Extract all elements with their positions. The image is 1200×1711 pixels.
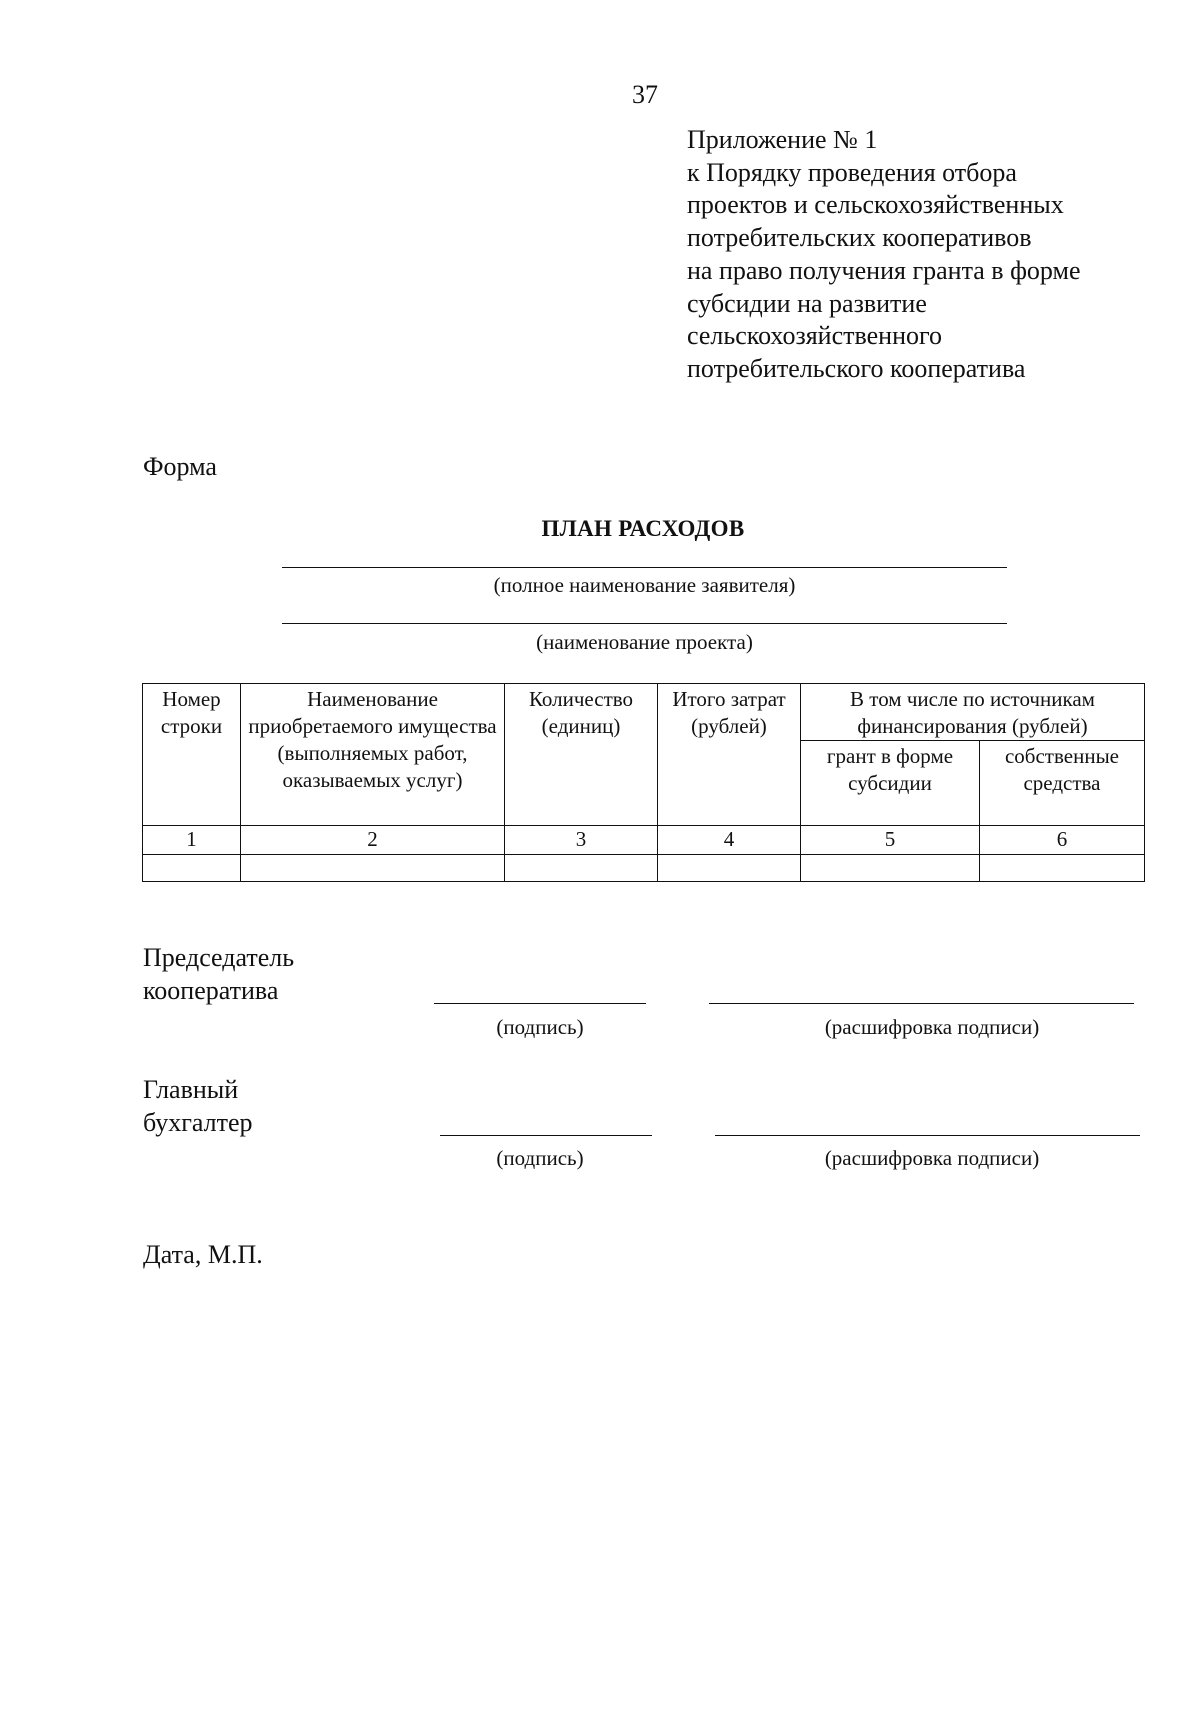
- table-cell[interactable]: [658, 855, 801, 882]
- appendix-header: [687, 124, 1167, 386]
- table-cell[interactable]: [143, 855, 241, 882]
- column-number: 3: [505, 826, 658, 855]
- chairman-decoding-caption: (расшифровка подписи): [824, 1015, 1040, 1039]
- table-cell[interactable]: [980, 855, 1145, 882]
- appendix-line: потребительского кооператива: [687, 353, 1026, 383]
- column-number: 2: [241, 826, 505, 855]
- accountant-decoding-caption: (расшифровка подписи): [824, 1146, 1040, 1170]
- column-numbers-row: [143, 826, 1145, 855]
- header-sources-group: В том числе по источникам финансирования (рублей): [801, 684, 1145, 741]
- accountant-signature-line[interactable]: [440, 1135, 652, 1136]
- appendix-line: субсидии на развитие: [687, 288, 927, 318]
- header-row-number: Номер строки: [143, 684, 241, 826]
- accountant-signature-caption: (подпись): [496, 1146, 584, 1170]
- applicant-name-line[interactable]: [282, 567, 1007, 568]
- table-row: [143, 855, 1145, 882]
- date-stamp-label: Дата, М.П.: [143, 1240, 263, 1269]
- header-quantity: Количество (единиц): [505, 684, 658, 826]
- column-number: 1: [143, 826, 241, 855]
- appendix-line: к Порядку проведения отбора: [687, 157, 1017, 187]
- accountant-decoding-line[interactable]: [715, 1135, 1140, 1136]
- appendix-line: на право получения гранта в форме: [687, 255, 1081, 285]
- column-number: 6: [980, 826, 1145, 855]
- header-total-cost: Итого затрат (рублей): [658, 684, 801, 826]
- form-label: Форма: [143, 452, 217, 481]
- chairman-label-line: Председатель: [143, 943, 295, 972]
- table-cell[interactable]: [241, 855, 505, 882]
- project-name-caption: (наименование проекта): [536, 630, 753, 654]
- accountant-label-line: Главный: [143, 1075, 239, 1104]
- chairman-label: [143, 942, 294, 1007]
- chairman-signature-caption: (подпись): [496, 1015, 584, 1039]
- appendix-line: сельскохозяйственного: [687, 321, 942, 351]
- table-cell[interactable]: [505, 855, 658, 882]
- expense-plan-table: [142, 683, 1145, 882]
- table-header-row: [143, 684, 1145, 741]
- table-cell[interactable]: [801, 855, 980, 882]
- page-number: 37: [632, 80, 658, 109]
- header-property-name: Наименование приобретаемого имущества (выполняемых работ, оказываемых услуг): [241, 684, 505, 826]
- appendix-line: Приложение № 1: [687, 125, 878, 154]
- document-title: ПЛАН РАСХОДОВ: [541, 516, 745, 541]
- appendix-line: потребительских кооперативов: [687, 223, 1032, 253]
- chairman-decoding-line[interactable]: [709, 1003, 1134, 1004]
- accountant-label-line: бухгалтер: [143, 1107, 253, 1137]
- column-number: 5: [801, 826, 980, 855]
- chairman-signature-line[interactable]: [434, 1003, 646, 1004]
- chairman-label-line: кооператива: [143, 975, 279, 1005]
- appendix-line: проектов и сельскохозяйственных: [687, 190, 1064, 220]
- accountant-label: [143, 1074, 253, 1139]
- column-number: 4: [658, 826, 801, 855]
- project-name-line[interactable]: [282, 623, 1007, 624]
- applicant-name-caption: (полное наименование заявителя): [493, 573, 796, 597]
- header-own-funds: собственные средства: [980, 741, 1145, 826]
- header-grant: грант в форме субсидии: [801, 741, 980, 826]
